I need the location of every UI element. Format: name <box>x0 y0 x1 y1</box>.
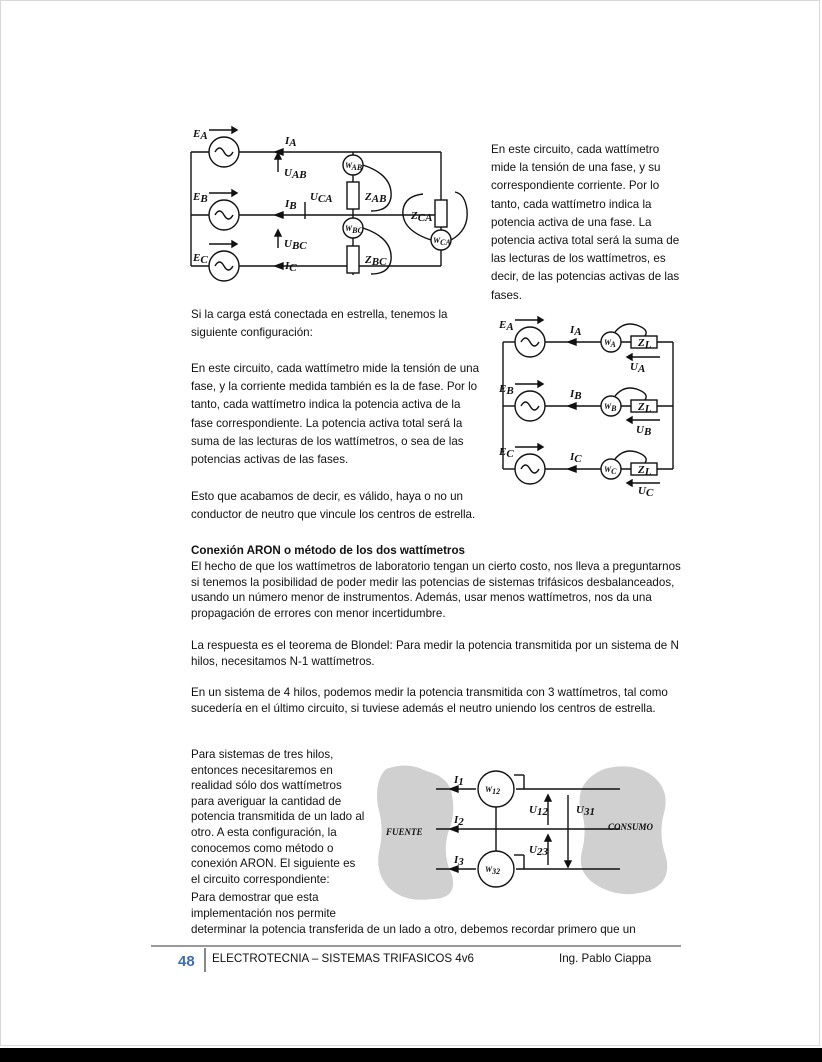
aron-current-2-label: I <box>454 814 459 826</box>
star-source-a-label: E <box>499 319 507 331</box>
aron-wattmeter-32-label: W <box>485 865 493 874</box>
svg-text:EA: EA <box>193 128 208 142</box>
svg-text:UAB: UAB <box>284 167 307 181</box>
svg-text:IB: IB <box>285 198 297 212</box>
delta-voltage-ab-label: U <box>284 167 292 179</box>
aron-load-label: CONSUMO <box>608 822 654 832</box>
svg-text:UBC: UBC <box>284 238 307 252</box>
star-voltage-a-label: U <box>630 361 638 373</box>
svg-text:EA: EA <box>499 319 514 333</box>
svg-text:EC: EC <box>193 252 208 266</box>
svg-text:I3: I3 <box>454 854 464 868</box>
paragraph-aron-5-continued: determinar la potencia transferida de un lado a otro, debemos recordar primero que un <box>191 923 636 936</box>
star-wattmeter-a-label: W <box>604 338 611 347</box>
svg-text:ZL: ZL <box>638 464 652 478</box>
svg-text:EB: EB <box>193 191 208 205</box>
star-circuit-figure <box>495 312 685 497</box>
svg-text:UB: UB <box>636 424 652 438</box>
svg-text:WAB: WAB <box>345 161 363 172</box>
star-wattmeter-c-label: W <box>604 465 612 474</box>
aron-wattmeter-12-label: W <box>485 785 493 794</box>
delta-current-c-label: I <box>285 260 290 272</box>
aron-circuit-figure <box>372 755 677 920</box>
star-source-c-label: E <box>499 446 507 458</box>
svg-text:W12: W12 <box>485 785 501 796</box>
aron-voltage-31-label: U <box>576 804 584 816</box>
delta-current-a-label: I <box>285 135 290 147</box>
bottom-bar <box>0 1048 822 1062</box>
star-voltage-c-label: U <box>638 485 646 497</box>
paragraph-aron-4: Para sistemas de tres hilos, entonces necesitaremos en realidad sólo dos wattímetros para averiguar la cantidad de potencia transmitida de un lado al otro. A esta configuración, la conocemos como método o conexión ARON. El siguiente es el circuito correspondiente: <box>191 748 365 886</box>
svg-text:IC: IC <box>285 260 297 274</box>
delta-wattmeter-ab-label: W <box>345 161 352 170</box>
svg-text:ZAB: ZAB <box>365 191 387 205</box>
svg-text:UA: UA <box>630 361 646 375</box>
svg-text:WBC: WBC <box>345 224 363 235</box>
delta-voltage-bc-label: U <box>284 238 292 250</box>
svg-text:WC: WC <box>604 465 617 476</box>
svg-text:ZBC: ZBC <box>365 254 387 268</box>
svg-text:W32: W32 <box>485 865 501 876</box>
delta-current-b-label: I <box>285 198 290 210</box>
paragraph-aron-1: El hecho de que los wattímetros de laboratorio tengan un cierto costo, nos lleva a preguntarnos si tenemos la posibilidad de poder medir las potencias de sistemas trifásicos desbalanceados, usando un número menor de instrumentos. Además, usar menos wattímetros, nos da una propagación de errores con menor incertidumbre. <box>191 560 681 620</box>
star-impedance-b-label: Z <box>638 401 645 413</box>
svg-text:U23: U23 <box>529 844 548 858</box>
delta-source-b-label: E <box>193 191 201 203</box>
footer-rule <box>151 945 681 947</box>
footer-author: Ing. Pablo Ciappa <box>559 952 652 965</box>
svg-text:UC: UC <box>638 485 654 497</box>
star-impedance-c-label: Z <box>638 464 645 476</box>
svg-text:U12: U12 <box>529 804 548 818</box>
star-current-b-label: I <box>570 388 575 400</box>
footer-separator <box>204 948 206 972</box>
svg-text:WA: WA <box>604 338 616 349</box>
delta-circuit-figure <box>185 120 475 305</box>
svg-text:IC: IC <box>570 451 582 465</box>
aron-heading: Conexión ARON o método de los dos wattímetros <box>191 544 465 557</box>
aron-voltage-23-label: U <box>529 844 537 856</box>
page-number: 48 <box>178 953 195 970</box>
star-impedance-a-label: Z <box>638 337 645 349</box>
aron-current-3-label: I <box>454 854 459 866</box>
svg-text:UCA: UCA <box>310 191 333 205</box>
svg-text:EC: EC <box>499 446 514 460</box>
svg-text:IA: IA <box>285 135 297 149</box>
svg-text:U31: U31 <box>576 804 595 818</box>
delta-impedance-ab-label: Z <box>365 191 372 203</box>
delta-source-c-label: E <box>193 252 201 264</box>
paragraph-neutral-note: Esto que acabamos de decir, es válido, haya o no un conductor de neutro que vincule los centros de estrella. <box>191 490 476 522</box>
star-voltage-b-label: U <box>636 424 644 436</box>
paragraph-aron-3: En un sistema de 4 hilos, podemos medir la potencia transmitida con 3 wattímetros, tal como sucedería en el último circuito, si tuviese además el neutro uniendo los centros de estrella. <box>191 686 668 715</box>
delta-wattmeter-ca-label: W <box>433 236 441 245</box>
svg-text:ZL: ZL <box>638 401 652 415</box>
svg-text:I1: I1 <box>454 774 464 788</box>
paragraph-aron-2: La respuesta es el teorema de Blondel: Para medir la potencia transmitida por un sistema de N hilos, necesitamos N-1 wattímetros. <box>191 639 679 668</box>
svg-text:IA: IA <box>570 324 582 338</box>
footer-title: ELECTROTECNIA – SISTEMAS TRIFASICOS 4v6 <box>212 952 475 965</box>
aron-voltage-12-label: U <box>529 804 537 816</box>
svg-text:WCA: WCA <box>433 236 451 247</box>
star-source-b-label: E <box>499 383 507 395</box>
paragraph-star-intro: Si la carga está conectada en estrella, tenemos la siguiente configuración: <box>191 308 448 340</box>
delta-wattmeter-bc-label: W <box>345 224 353 233</box>
aron-source-label: FUENTE <box>386 827 423 837</box>
svg-text:I2: I2 <box>454 814 464 828</box>
delta-impedance-bc-label: Z <box>365 254 372 266</box>
paragraph-right-top: En este circuito, cada wattímetro mide la tensión de una fase, y su correspondiente corriente. Por lo tanto, cada wattímetro indica la potencia activa de una fase. La potencia activa total será la suma de las lecturas de los wattímetros, es decir, de las potencias activas de las fases. <box>491 143 680 302</box>
svg-text:WB: WB <box>604 402 617 413</box>
delta-source-a-label: E <box>193 128 201 140</box>
svg-text:IB: IB <box>570 388 582 402</box>
star-current-a-label: I <box>570 324 575 336</box>
delta-impedance-ca-label: Z <box>411 210 418 222</box>
aron-current-1-label: I <box>454 774 459 786</box>
svg-text:ZCA: ZCA <box>411 210 433 224</box>
svg-text:EB: EB <box>499 383 514 397</box>
star-wattmeter-b-label: W <box>604 402 612 411</box>
delta-voltage-ca-label: U <box>310 191 318 203</box>
svg-text:ZL: ZL <box>638 337 652 351</box>
star-current-c-label: I <box>570 451 575 463</box>
paragraph-aron-5: Para demostrar que esta implementación nos permite <box>191 891 336 920</box>
paragraph-star-text: En este circuito, cada wattímetro mide la tensión de una fase, y la corriente medida también es la de fase. Por lo tanto, cada wattímetro indica la potencia activa de la fase correspondiente. La potencia activa total será la suma de las lecturas de los wattímetros, o sea de las potencias activas de las fases. <box>191 362 480 467</box>
